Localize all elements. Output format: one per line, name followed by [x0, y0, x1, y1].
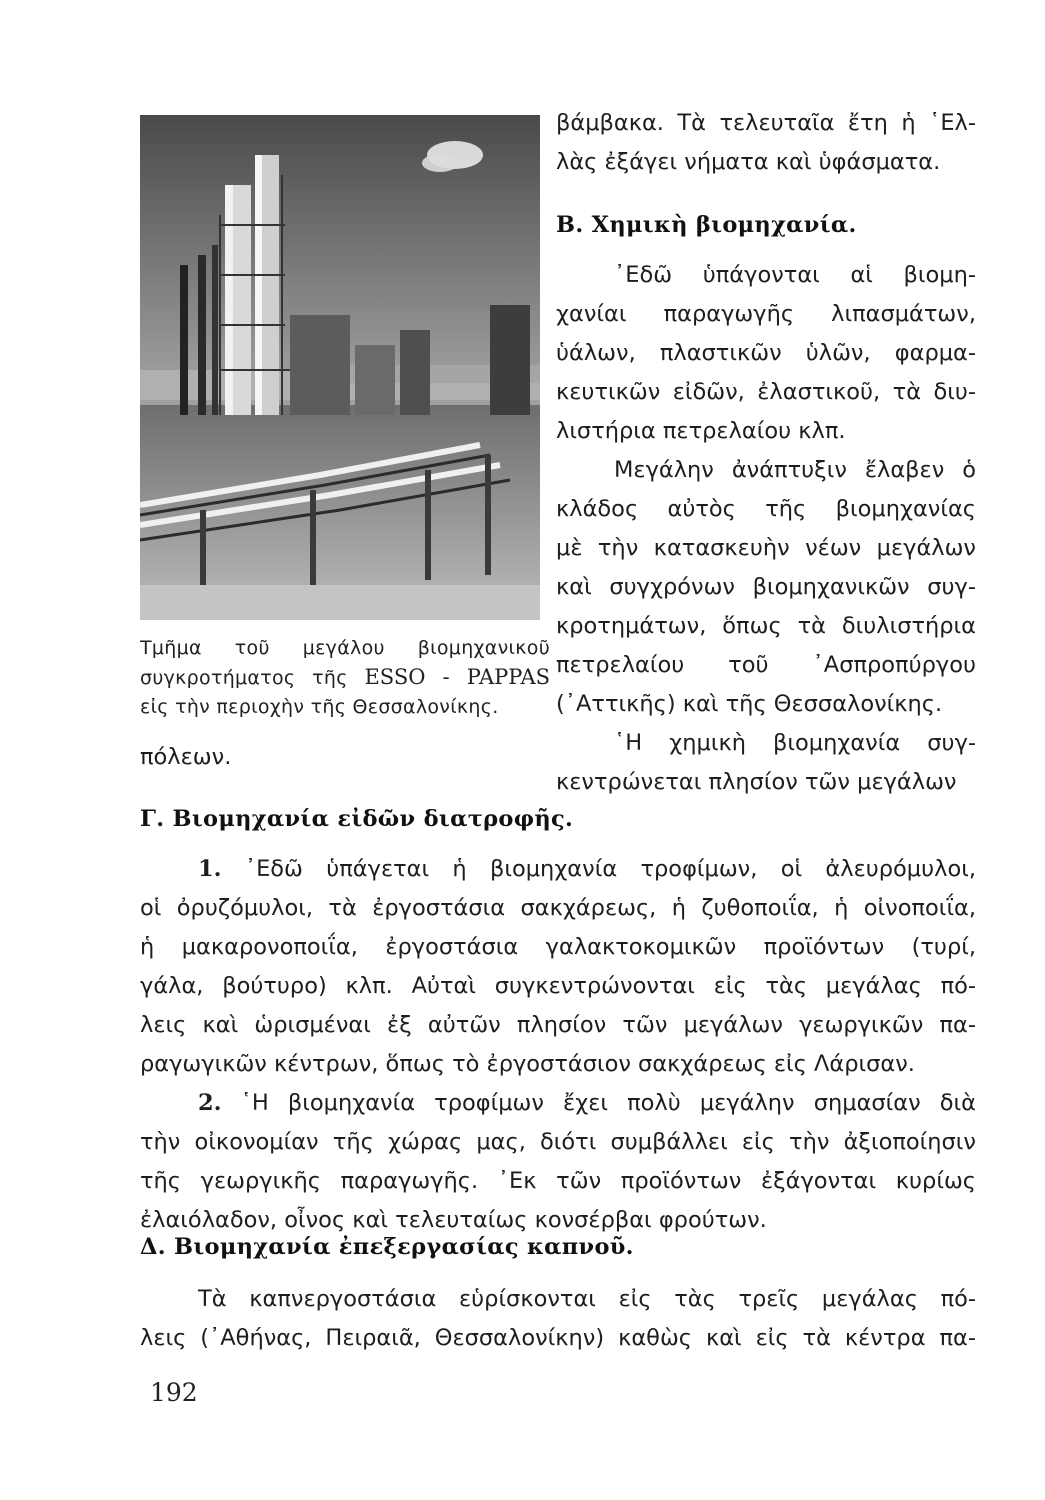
text-line: βάμβακα. Τὰ τελευταῖα ἔτη ἡ ῾Ελ-	[556, 110, 976, 136]
text-line: ἐλαιόλαδον, οἶνος καὶ τελευταίως κονσέρβαι φρούτων.	[140, 1207, 767, 1233]
text-line: μὲ τὴν κατασκευὴν νέων μεγάλων	[556, 535, 976, 561]
text-line: κροτημάτων, ὅπως τὰ διυλιστήρια	[556, 613, 976, 639]
chemical-paragraphs	[556, 256, 976, 802]
text-line: κεντρώνεται πλησίον τῶν μεγάλων	[556, 769, 957, 795]
text-line: λεις (᾿Αθήνας, Πειραιᾶ, Θεσσαλονίκην) καθὼς καὶ εἰς τὰ κέντρα πα-	[140, 1325, 976, 1351]
text-line: Τὰ καπνεργοστάσια εὑρίσκονται εἰς τὰς τρεῖς μεγάλας πό-	[198, 1286, 976, 1312]
paragraph-number: 1.	[198, 856, 222, 882]
text-span: ᾿Εδῶ ὑπάγεται ἡ βιομηχανία τροφίμων, οἱ ἀλευρόμυλοι,	[244, 856, 976, 882]
caption-line: εἰς τὴν περιοχὴν τῆς Θεσσαλονίκης.	[140, 696, 499, 718]
page-number: 192	[150, 1378, 198, 1407]
text-line: κλάδος αὐτὸς τῆς βιομηχανίας	[556, 496, 976, 522]
text-line: γάλα, βούτυρο) κλπ. Αὐταὶ συγκεντρώνονται εἰς τὰς μεγάλας πό-	[140, 973, 976, 999]
text-line: ῾Η χημικὴ βιομηχανία συγ-	[614, 730, 976, 756]
text-line: τὴν οἰκονομίαν τῆς χώρας μας, διότι συμβάλλει εἰς τὴν ἀξιοποίησιν	[140, 1129, 976, 1155]
text-span: ῾Η βιομηχανία τροφίμων ἔχει πολὺ μεγάλην σημασίαν διὰ	[240, 1090, 977, 1116]
text-line: λεις καὶ ὡρισμέναι ἐξ αὐτῶν πλησίον τῶν μεγάλων γεωργικῶν πα-	[140, 1012, 976, 1038]
heading-tobacco-industry: Δ. Βιομηχανία ἐπεξεργασίας καπνοῦ.	[140, 1234, 634, 1260]
text-line: κευτικῶν εἰδῶν, ἐλαστικοῦ, τὰ διυ-	[556, 379, 976, 405]
paragraph-number: 2.	[198, 1090, 222, 1116]
text-line	[140, 1084, 976, 1123]
text-line: ὑάλων, πλαστικῶν ὑλῶν, φαρμα-	[556, 340, 976, 366]
text-line: λιστήρια πετρελαίου κλπ.	[556, 418, 846, 444]
text-line: (᾿Αττικῆς) καὶ τῆς Θεσσαλονίκης.	[556, 691, 943, 717]
continuation-text	[140, 738, 976, 777]
text-line: καὶ συγχρόνων βιομηχανικῶν συγ-	[556, 574, 976, 600]
refinery-photo	[140, 115, 540, 620]
text-line: Μεγάλην ἀνάπτυξιν ἔλαβεν ὁ	[614, 457, 976, 483]
heading-chemical-industry: Β. Χημικὴ βιομηχανία.	[556, 212, 857, 238]
text-line: ραγωγικῶν κέντρων, ὅπως τὸ ἐργοστάσιον σακχάρεως εἰς Λάρισαν.	[140, 1051, 915, 1077]
text-line: οἱ ὀρυζόμυλοι, τὰ ἐργοστάσια σακχάρεως, ἡ ζυθοποιΐα, ἡ οἰνοποιΐα,	[140, 895, 976, 921]
photo-caption	[140, 634, 550, 722]
refinery-illustration	[140, 115, 540, 620]
right-column	[556, 104, 976, 182]
text-line: τῆς γεωργικῆς παραγωγῆς. ᾿Εκ τῶν προϊόντων ἐξάγονται κυρίως	[140, 1168, 976, 1194]
caption-line	[140, 663, 550, 693]
text-line: πετρελαίου τοῦ ᾿Ασπροπύργου	[556, 652, 976, 678]
caption-brand: ESSO - PAPPAS	[364, 665, 550, 689]
tobacco-section	[140, 1280, 976, 1358]
text-line: χανίαι παραγωγῆς λιπασμάτων,	[556, 301, 976, 327]
food-industry-section	[140, 850, 976, 1240]
text-line: πόλεων.	[140, 744, 232, 770]
text-line	[140, 850, 976, 889]
caption-line: Τμῆμα τοῦ μεγάλου βιομηχανικοῦ	[140, 637, 550, 659]
heading-food-industry: Γ. Βιομηχανία εἰδῶν διατροφῆς.	[140, 806, 574, 832]
caption-text: συγκροτήματος τῆς	[140, 667, 348, 689]
text-line: ἡ μακαρονοποιΐα, ἐργοστάσια γαλακτοκομικῶν προϊόντων (τυρί,	[140, 934, 976, 960]
text-line: λὰς ἐξάγει νήματα καὶ ὑφάσματα.	[556, 149, 941, 175]
text-line: ᾿Εδῶ ὑπάγονται αἱ βιομη-	[614, 262, 976, 288]
